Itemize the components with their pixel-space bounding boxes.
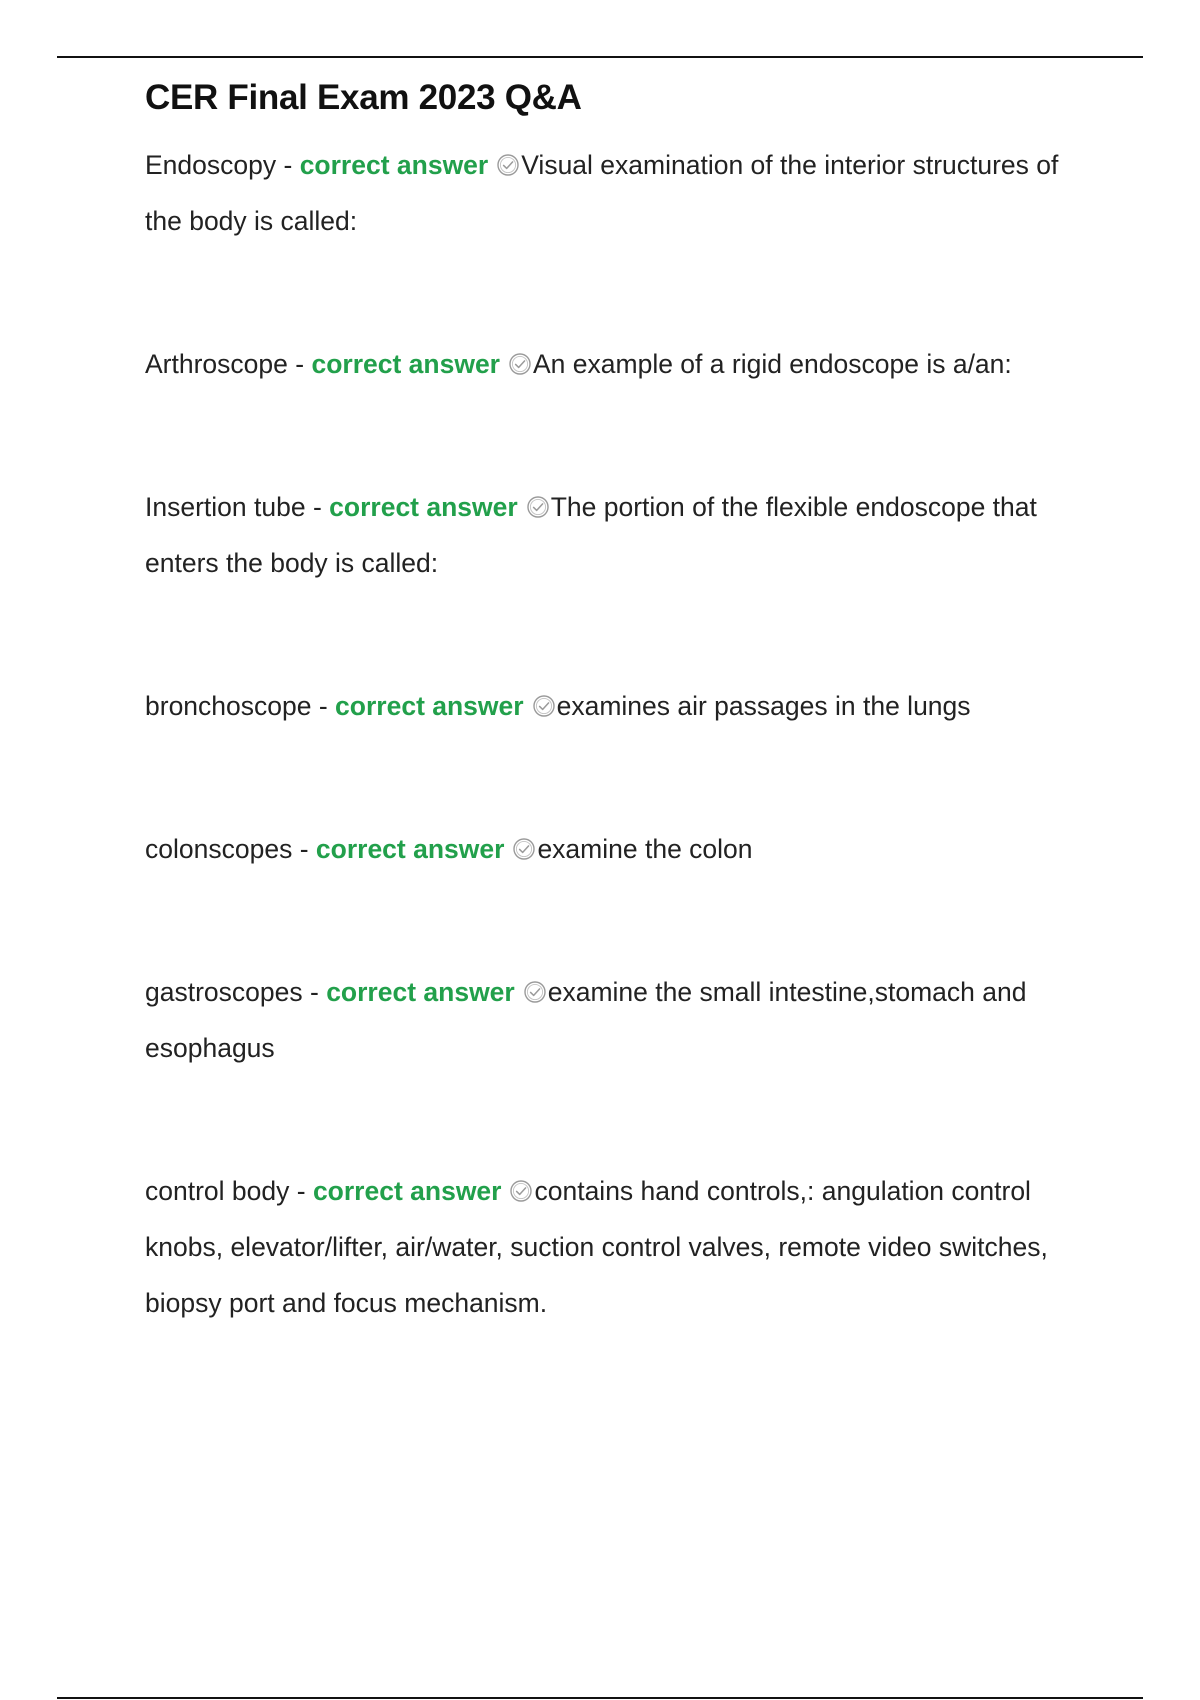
correct-answer-label: correct answer (315, 834, 505, 864)
check-circle-icon (523, 980, 547, 1004)
check-circle-icon (496, 153, 520, 177)
top-rule (57, 56, 1143, 58)
definition: contains hand controls,: angulation control knobs, elevator/lifter, air/water, suction control valves, remote video switches, biopsy port and focus mechanism. (145, 1176, 1048, 1318)
correct-answer-label: correct answer (311, 349, 500, 379)
check-circle-icon (526, 495, 550, 519)
term: colonscopes (145, 834, 293, 864)
list-item (145, 821, 1090, 877)
list-item (145, 678, 1090, 734)
definition: The portion of the flexible endoscope that enters the body is called: (145, 492, 1037, 578)
correct-answer-label: correct answer (299, 150, 489, 180)
correct-answer-label: correct answer (312, 1176, 502, 1206)
term: Endoscopy (145, 150, 277, 180)
definition: An example of a rigid endoscope is a/an: (533, 349, 1012, 379)
page-title: CER Final Exam 2023 Q&A (145, 78, 582, 117)
separator: - (311, 691, 336, 721)
definition: examines air passages in the lungs (556, 691, 971, 721)
term: gastroscopes (145, 977, 303, 1007)
separator: - (287, 349, 312, 379)
list-item (145, 964, 1090, 1076)
list-item (145, 336, 1090, 392)
term: bronchoscope (145, 691, 312, 721)
check-circle-icon (508, 352, 532, 376)
definition: examine the colon (537, 834, 753, 864)
definition: examine the small intestine,stomach and esophagus (145, 977, 1027, 1063)
check-circle-icon (532, 694, 556, 718)
separator: - (302, 977, 327, 1007)
separator: - (305, 492, 330, 522)
term: control body (145, 1176, 290, 1206)
term: Arthroscope (145, 349, 288, 379)
term: Insertion tube (145, 492, 306, 522)
separator: - (276, 150, 300, 180)
list-item (145, 479, 1090, 591)
separator: - (289, 1176, 313, 1206)
check-circle-icon (509, 1179, 533, 1203)
definition: Visual examination of the interior structures of the body is called: (145, 150, 1059, 236)
check-circle-icon (512, 837, 536, 861)
correct-answer-label: correct answer (326, 977, 515, 1007)
qa-list (145, 137, 1090, 1418)
bottom-rule (57, 1697, 1143, 1699)
correct-answer-label: correct answer (329, 492, 518, 522)
separator: - (292, 834, 316, 864)
correct-answer-label: correct answer (335, 691, 524, 721)
list-item (145, 1163, 1090, 1331)
list-item (145, 137, 1090, 249)
